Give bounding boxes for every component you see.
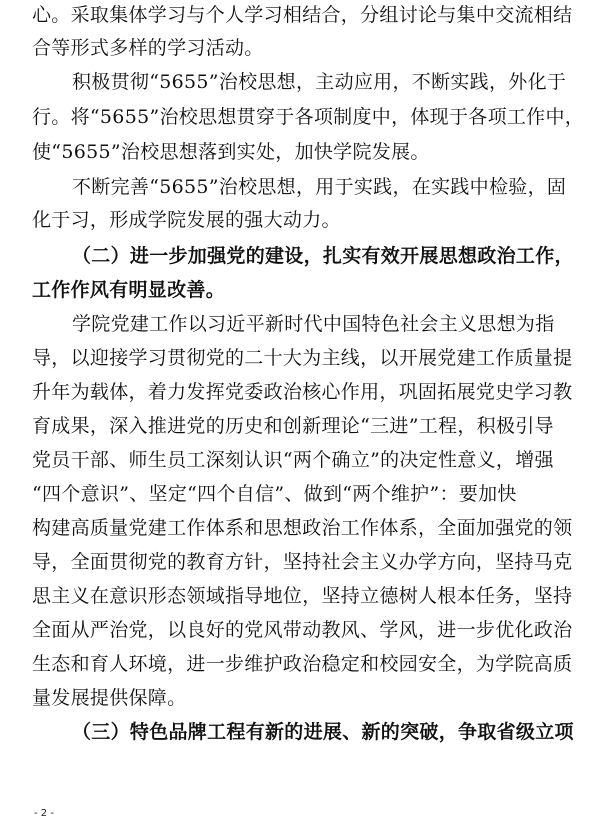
text-line-2: 合等形式多样的学习活动。: [32, 37, 264, 59]
text-line-19: 全面从严治党，以良好的党风带动教风、学风，进一步优化政治: [32, 619, 573, 641]
text-line-13: 育成果，深入推进党的历史和创新理论“三进”工程，积极引导: [32, 415, 554, 437]
text-line-6: 不断完善“5655”治校思想，用于实践，在实践中检验，固: [72, 176, 567, 198]
text-line-21: 量发展提供保障。: [32, 687, 187, 709]
text-line-12: 升年为载体，着力发挥党委政治核心作用，巩固拓展党史学习教: [32, 381, 573, 403]
section-heading-2-line-1: （二）进一步加强党的建设，扎实有效开展思想政治工作，: [72, 245, 574, 267]
text-line-4: 行。将“5655”治校思想贯穿于各项制度中，体现于各项工作中，: [32, 106, 585, 128]
text-line-15: “四个意识”、坚定“四个自信”、做到“两个维护”：要加快: [32, 483, 517, 505]
text-line-3: 积极贯彻“5655”治校思想，主动应用，不断实践，外化于: [72, 71, 567, 93]
text-line-1: 心。采取集体学习与个人学习相结合，分组讨论与集中交流相结: [32, 4, 573, 26]
text-line-14: 党员干部、师生员工深刻认识“两个确立”的决定性意义，增强: [32, 449, 554, 471]
text-line-18: 思主义在意识形态领域指导地位，坚持立德树人根本任务，坚持: [32, 585, 573, 607]
page-number: - 2 -: [34, 808, 54, 819]
text-line-7: 化于习，形成学院发展的强大动力。: [32, 209, 341, 231]
text-line-5: 使“5655”治校思想落到实处，加快学院发展。: [32, 141, 430, 163]
section-heading-3: （三）特色品牌工程有新的进展、新的突破，争取省级立项: [72, 721, 574, 743]
text-line-10: 学院党建工作以习近平新时代中国特色社会主义思想为指: [72, 313, 555, 335]
text-line-11: 导，以迎接学习贯彻党的二十大为主线，以开展党建工作质量提: [32, 347, 573, 369]
text-line-16: 构建高质量党建工作体系和思想政治工作体系，全面加强党的领: [32, 517, 573, 539]
text-line-20: 生态和育人环境，进一步维护政治稳定和校园安全，为学院高质: [32, 653, 573, 675]
section-heading-2-line-2: 工作作风有明显改善。: [32, 279, 226, 301]
text-line-17: 导，全面贯彻党的教育方针，坚持社会主义办学方向，坚持马克: [32, 551, 573, 573]
